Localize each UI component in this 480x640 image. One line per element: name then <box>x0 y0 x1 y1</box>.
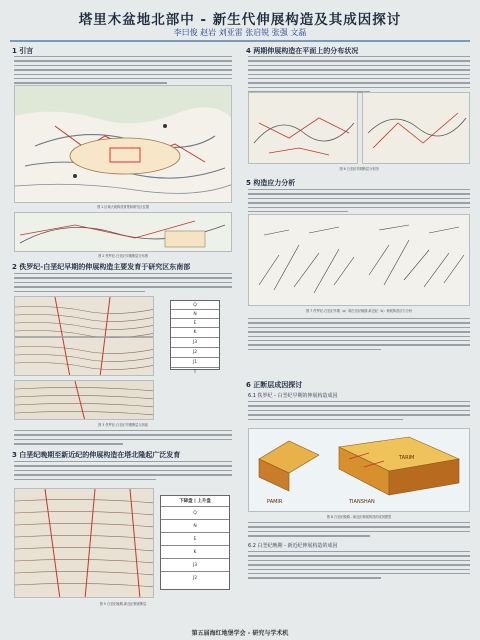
section-5-text-b <box>248 318 470 353</box>
strat-label: Q <box>171 301 219 310</box>
figure-3-seismic <box>14 296 154 376</box>
strat-label: T <box>193 369 197 375</box>
figure-3b-seismic <box>14 380 154 420</box>
section-4-heading: 4 两期伸展构造在平面上的分布状况 <box>246 47 359 55</box>
figure-6b-map <box>362 92 470 164</box>
strat-table-header: 下降盘 | 上升盘 <box>161 496 229 507</box>
strat-label: K <box>161 546 229 559</box>
label-tarim: TARIM <box>399 455 415 461</box>
section-6-heading: 6 正断层成因探讨 <box>246 381 303 389</box>
strat-label: E <box>161 533 229 546</box>
section-5-heading: 5 构造应力分析 <box>246 179 296 187</box>
strat-label: K <box>171 328 219 338</box>
poster-footer: 第五届海红地堡学会 - 研究与学术机 <box>191 630 289 637</box>
section-3-text <box>14 461 232 483</box>
strat-label: N <box>171 310 219 319</box>
section-3-heading: 3 白垩纪晚期至新近纪的伸展构造在塔北隆起广泛发育 <box>12 451 181 459</box>
strat-label: J2 <box>171 348 219 358</box>
figure-5-seismic <box>14 488 154 598</box>
strat-label: Q <box>161 507 229 520</box>
section-6-2-text <box>248 551 470 582</box>
strat-label: N <box>161 520 229 533</box>
figure-8-caption: 图 8 白垩纪晚期 - 新近纪伸展构造的成因模型 <box>326 515 392 519</box>
figure-1-caption: 图 1 区域大地构造背景和研究区位置 <box>97 205 149 209</box>
figure-3-caption: 图 3 佚罗纪-白垩纪早期断层与剖面 <box>98 423 148 427</box>
strat-label: E <box>171 319 219 328</box>
label-pamir: PAMIR <box>267 499 283 505</box>
stratigraphic-column-1 <box>170 300 220 375</box>
author-list: 李曰俊 赵岩 刘亚雷 张启锐 张强 文磊 <box>173 28 307 37</box>
strat-label: J3 <box>161 559 229 572</box>
section-1-text <box>14 56 232 87</box>
section-4-text <box>248 56 470 96</box>
section-2-text <box>14 273 232 295</box>
figure-1-map <box>14 85 232 203</box>
title-divider <box>10 40 470 42</box>
section-6-1-text <box>248 401 470 423</box>
poster-title: 塔里木盆地北部中 - 新生代伸展构造及其成因探讨 <box>78 12 402 28</box>
figure-6-caption: 图 6 白垩纪早期断层分布图 <box>339 167 379 171</box>
figure-7-caption: 图 7 佚罗纪-白垩纪早期（a）和白垩纪晚期-新近纪（b）伸展构造应力分析 <box>306 309 412 313</box>
figure-7-stress-map <box>248 214 470 306</box>
section-6-1-heading: 6.1 佚罗纪 - 白垩纪早期的伸展构造成因 <box>248 393 338 399</box>
section-2-text-b <box>14 430 232 448</box>
section-6-2-heading: 6.2 白垩纪晚期 - 新近纪伸展构造的成因 <box>248 543 338 549</box>
figure-6a-map <box>248 92 358 164</box>
label-tianshan: TIANSHAN <box>349 499 375 505</box>
stratigraphic-table <box>160 495 230 590</box>
section-2-heading: 2 佚罗纪-白垩纪早期的伸展构造主要发育于研究区东南部 <box>12 263 191 271</box>
section-1-heading: 1 引言 <box>12 47 34 55</box>
strat-label: J3 <box>171 338 219 348</box>
figure-2-map <box>14 212 232 252</box>
figure-2-caption: 图 2 佚罗纪-白垩纪早期断层分布图 <box>98 254 148 258</box>
section-6-1-text-b <box>248 522 470 540</box>
strat-label: J2 <box>192 575 198 581</box>
section-5-text <box>248 189 470 215</box>
strat-label: J1 <box>171 358 219 368</box>
figure-5-caption: 图 5 白垩纪晚期-新近纪伸展断层 <box>99 602 147 606</box>
figure-8-model <box>248 428 470 512</box>
